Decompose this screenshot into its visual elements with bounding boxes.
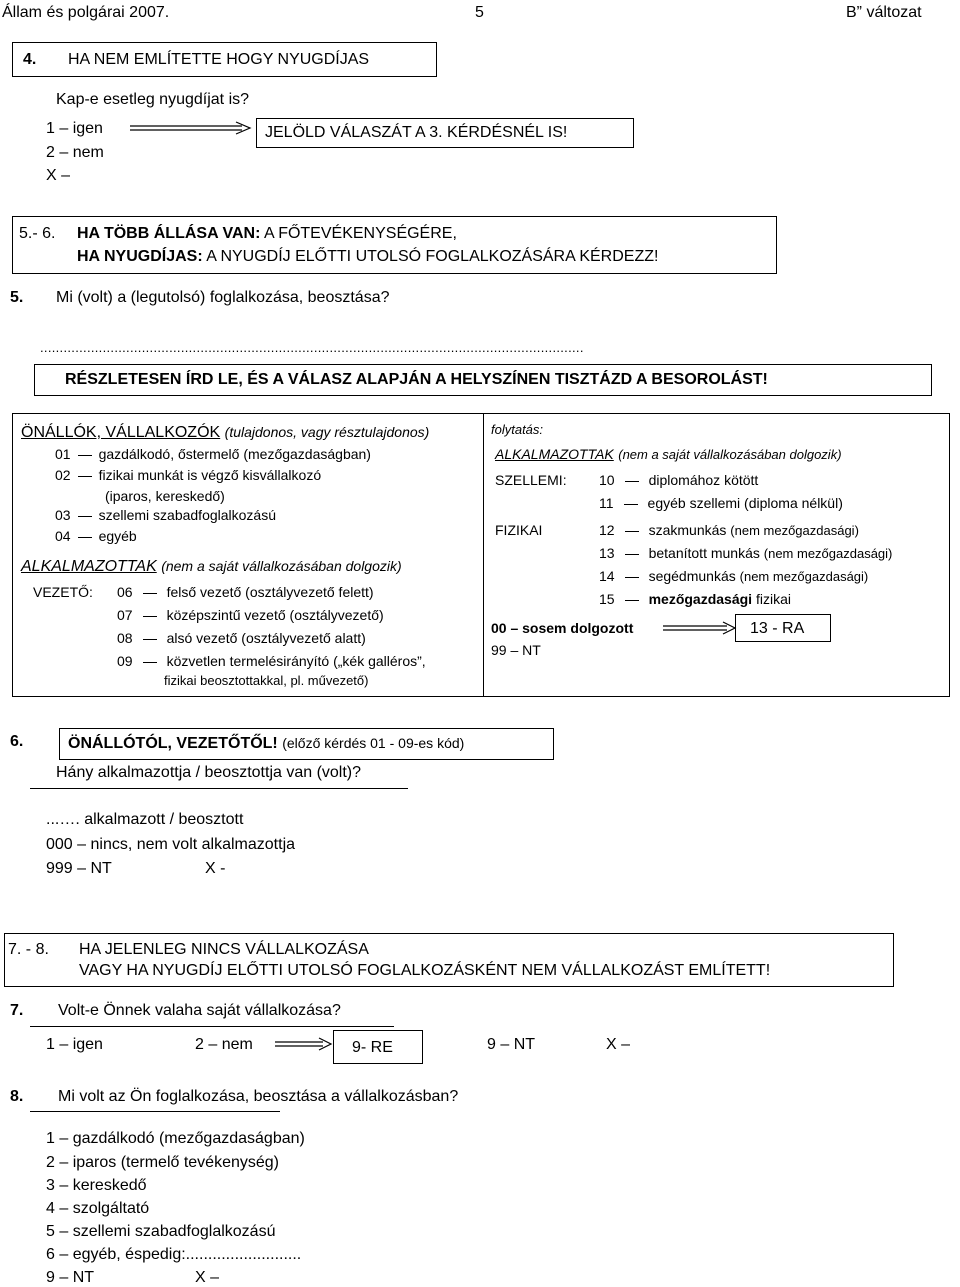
code-02-label: fizikai munkát is végző kisvállalkozó	[98, 467, 322, 483]
q56-line2-text: A NYUGDÍJ ELŐTTI UTOLSÓ FOGLALKOZÁSÁRA KÉRDEZZ!	[206, 248, 659, 265]
q8-option-5[interactable]: 5 – szellemi szabadfoglalkozású	[46, 1223, 276, 1240]
code-07[interactable]	[117, 607, 384, 623]
q56-line2-condition: HA NYUGDÍJAS:	[77, 248, 203, 265]
code-06-label: felső vezető (osztályvezető felett)	[166, 584, 374, 600]
q8-option-3[interactable]: 3 – kereskedő	[46, 1177, 147, 1194]
q5-number: 5.	[10, 289, 24, 306]
code-03-number: 03	[55, 507, 71, 523]
q5-instruction-box	[34, 364, 932, 396]
code-08-number: 08	[117, 630, 133, 646]
white-collar-label: SZELLEMI:	[495, 472, 567, 488]
q8-option-1[interactable]: 1 – gazdálkodó (mezőgazdaságban)	[46, 1130, 305, 1147]
q6-question: Hány alkalmazottja / beosztottja van (volt)?	[56, 764, 362, 781]
q4-question: Kap-e esetleg nyugdíjat is?	[56, 91, 250, 108]
q8-option-x[interactable]: X –	[195, 1269, 220, 1286]
q5-question: Mi (volt) a (legutolsó) foglalkozása, beosztása?	[56, 289, 390, 306]
code-15-label: fizikai	[755, 591, 791, 607]
self-employed-heading	[21, 424, 429, 442]
q6-number: 6.	[10, 733, 24, 750]
code-09-label: közvetlen termelésirányító („kék galléros”,	[166, 653, 426, 669]
code-06-number: 06	[117, 584, 133, 600]
q56-line2	[77, 248, 658, 266]
q4-instruction-box	[256, 118, 634, 148]
q78-condition-box	[4, 933, 894, 987]
header-page-number: 5	[475, 4, 484, 21]
q7-option-yes[interactable]: 1 – igen	[46, 1036, 103, 1053]
q6-condition-note: (előző kérdés 01 - 09-es kód)	[282, 735, 465, 751]
q7-question: Volt-e Önnek valaha saját vállalkozása?	[58, 1002, 341, 1019]
code-12[interactable]	[599, 522, 859, 538]
q56-line1-condition: HA TÖBB ÁLLÁSA VAN:	[77, 225, 261, 242]
code-00[interactable]: 00 – sosem dolgozott	[491, 620, 634, 636]
arrow-right-icon	[275, 1037, 335, 1053]
q7-option-nt[interactable]: 9 – NT	[487, 1036, 536, 1053]
code-01-label: gazdálkodó, őstermelő (mezőgazdaságban)	[98, 446, 371, 462]
q78-line1: HA JELENLEG NINCS VÁLLALKOZÁSA	[79, 941, 369, 958]
q8-number: 8.	[10, 1088, 24, 1105]
arrow-right-icon	[130, 121, 255, 137]
code-13-note: (nem mezőgazdasági)	[763, 546, 893, 561]
q6-condition-bold: ÖNÁLLÓTÓL, VEZETŐTŐL!	[68, 735, 278, 752]
code-04-label: egyéb	[98, 528, 137, 544]
employees-title-continued: ALKALMAZOTTAK	[495, 446, 614, 462]
q8-option-9[interactable]: 9 – NT	[46, 1269, 95, 1286]
q78-line2: VAGY HA NYUGDÍJ ELŐTTI UTOLSÓ FOGLALKOZÁSKÉNT NEM VÁLLALKOZÁST EMLÍTETT!	[79, 962, 771, 979]
code-14-note: (nem mezőgazdasági)	[739, 569, 869, 584]
code-09-number: 09	[117, 653, 133, 669]
blue-collar-label: FIZIKAI	[495, 522, 543, 538]
skip-instruction-9: 9- RE	[352, 1039, 393, 1056]
manager-label: VEZETŐ:	[33, 584, 93, 600]
skip-box-13	[735, 614, 831, 642]
code-02[interactable]	[55, 467, 321, 483]
employees-note-continued: (nem a saját vállalkozásában dolgozik)	[618, 447, 842, 462]
q7-option-no[interactable]: 2 – nem	[195, 1036, 253, 1053]
q4-option-x[interactable]: X –	[46, 167, 71, 184]
q56-number: 5.- 6.	[19, 225, 56, 242]
q8-option-2[interactable]: 2 – iparos (termelő tevékenység)	[46, 1154, 279, 1171]
code-07-number: 07	[117, 607, 133, 623]
q8-option-6[interactable]: 6 – egyéb, éspedig:..........................	[46, 1246, 302, 1263]
q8-question: Mi volt az Ön foglalkozása, beosztása a vállalkozásban?	[58, 1088, 459, 1105]
q5-answer-line[interactable]: ...........................................................................................................................................	[40, 340, 584, 355]
code-14[interactable]	[599, 568, 868, 584]
q4-condition-box	[12, 42, 437, 77]
q6-answer-field[interactable]: ...…. alkalmazott / beosztott	[46, 811, 244, 828]
self-employed-title: ÖNÁLLÓK, VÁLLALKOZÓK	[21, 424, 221, 441]
q6-condition-box	[59, 728, 554, 760]
code-13[interactable]	[599, 545, 892, 561]
arrow-right-icon	[663, 621, 738, 637]
q56-line1	[77, 225, 457, 243]
code-07-label: középszintű vezető (osztályvezető)	[166, 607, 384, 623]
continuation-label: folytatás:	[491, 422, 544, 437]
q6-option-x[interactable]: X -	[205, 860, 226, 877]
code-03-label: szellemi szabadfoglalkozású	[98, 507, 277, 523]
code-06[interactable]	[117, 584, 374, 600]
code-12-number: 12	[599, 522, 615, 538]
employees-note: (nem a saját vállalkozásában dolgozik)	[161, 558, 402, 574]
q8-option-4[interactable]: 4 – szolgáltató	[46, 1200, 150, 1217]
code-01[interactable]	[55, 446, 371, 462]
q6-question-underline	[30, 788, 408, 789]
q6-option-999[interactable]: 999 – NT	[46, 860, 112, 877]
code-99[interactable]: 99 – NT	[491, 642, 541, 658]
employees-heading-continued	[495, 446, 842, 464]
code-08[interactable]	[117, 630, 366, 646]
q7-option-x[interactable]: X –	[606, 1036, 631, 1053]
code-10-label: diplomához kötött	[648, 472, 759, 488]
code-15[interactable]	[599, 591, 791, 607]
q6-condition	[68, 735, 464, 753]
code-13-label: betanított munkás	[648, 545, 760, 561]
column-divider	[483, 414, 484, 697]
code-11-label: egyéb szellemi (diploma nélkül)	[647, 495, 843, 511]
code-02-number: 02	[55, 467, 71, 483]
code-09[interactable]	[117, 653, 426, 669]
code-15-label-bold: mezőgazdasági	[648, 591, 753, 607]
employees-title: ALKALMAZOTTAK	[21, 558, 157, 575]
code-11[interactable]	[599, 495, 843, 511]
code-04-number: 04	[55, 528, 71, 544]
q78-number: 7. - 8.	[8, 941, 49, 958]
q7-question-underline	[30, 1026, 394, 1027]
code-10-number: 10	[599, 472, 615, 488]
q4-option-no[interactable]: 2 – nem	[46, 144, 104, 161]
q56-condition-box	[12, 216, 777, 274]
q8-question-underline	[30, 1111, 280, 1112]
q4-instruction: JELÖLD VÁLASZÁT A 3. KÉRDÉSNÉL IS!	[265, 124, 568, 141]
code-13-number: 13	[599, 545, 615, 561]
q4-option-yes[interactable]: 1 – igen	[46, 120, 103, 137]
skip-instruction-13: 13 - RA	[750, 620, 805, 637]
q5-instruction: RÉSZLETESEN ÍRD LE, ÉS A VÁLASZ ALAPJÁN A HELYSZÍNEN TISZTÁZD A BESOROLÁST!	[65, 371, 768, 388]
code-08-label: alsó vezető (osztályvezető alatt)	[166, 630, 366, 646]
code-12-note: (nem mezőgazdasági)	[730, 523, 859, 538]
q4-number: 4.	[23, 51, 37, 68]
code-03[interactable]	[55, 507, 276, 523]
header-version: B” változat	[846, 4, 922, 21]
skip-box-9	[333, 1030, 423, 1064]
q4-condition: HA NEM EMLÍTETTE HOGY NYUGDÍJAS	[68, 51, 370, 68]
code-14-label: segédmunkás	[648, 568, 736, 584]
code-02-detail: (iparos, kereskedő)	[105, 488, 225, 504]
code-09-detail: fizikai beosztottakkal, pl. művezető)	[164, 673, 369, 688]
q7-number: 7.	[10, 1002, 24, 1019]
q6-option-000[interactable]: 000 – nincs, nem volt alkalmazottja	[46, 836, 296, 853]
code-04[interactable]	[55, 528, 137, 544]
code-01-number: 01	[55, 446, 71, 462]
q56-line1-text: A FŐTEVÉKENYSÉGÉRE,	[263, 225, 457, 242]
occupation-code-box	[12, 413, 950, 697]
employees-heading	[21, 558, 402, 576]
code-12-label: szakmunkás	[648, 522, 727, 538]
code-15-number: 15	[599, 591, 615, 607]
code-10[interactable]	[599, 472, 758, 488]
header-survey-title: Állam és polgárai 2007.	[2, 4, 170, 21]
self-employed-note: (tulajdonos, vagy résztulajdonos)	[224, 424, 430, 440]
code-14-number: 14	[599, 568, 615, 584]
code-11-number: 11	[599, 495, 614, 511]
